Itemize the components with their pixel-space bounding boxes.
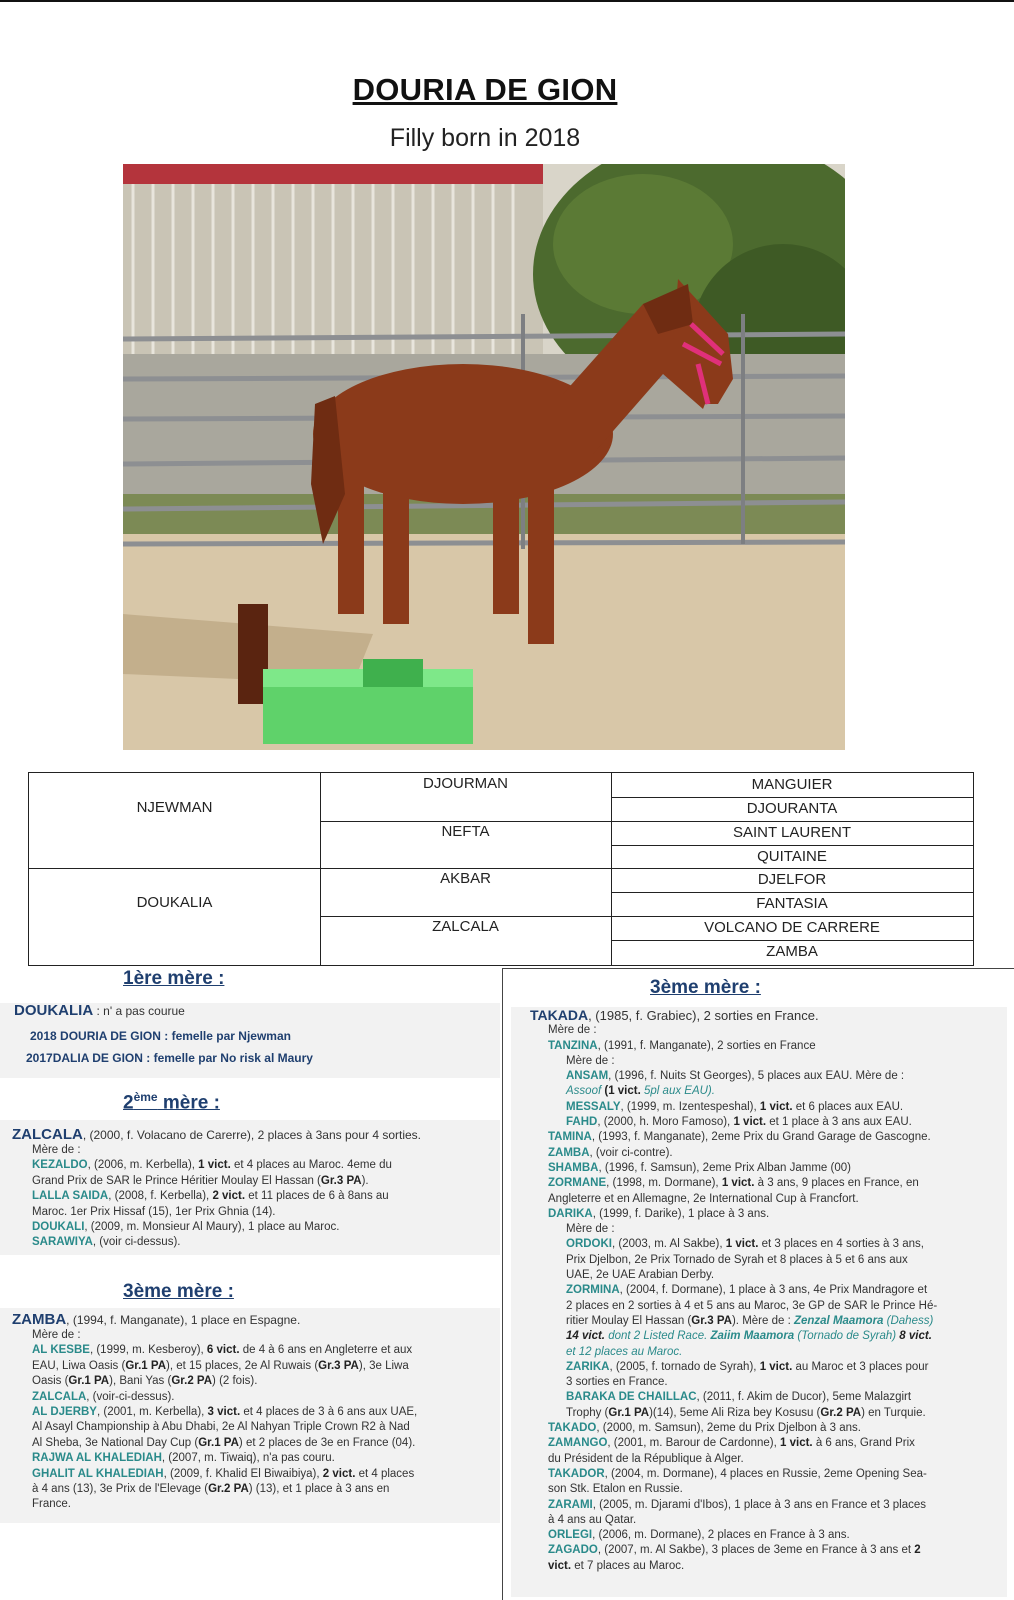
progeny-line: TANZINA, (1991, f. Manganate), 2 sorties en France xyxy=(548,1039,816,1052)
progeny-line: ZAMANGO, (2001, m. Barour de Cardonne), 1 vict. à 6 ans, Grand Prix xyxy=(548,1437,915,1450)
progeny-line: BARAKA DE CHAILLAC, (2011, f. Akim de Ducor), 5eme Malazgirt xyxy=(566,1391,912,1404)
pedigree-gen3: SAINT LAURENT xyxy=(732,824,852,841)
pedigree-gen3: FANTASIA xyxy=(756,895,828,912)
pedigree-gen2: DJOURMAN xyxy=(423,775,508,792)
progeny-line: Angleterre et en Allemagne, 2e International Cup à Francfort. xyxy=(548,1192,859,1205)
pedigree-gen3: QUITAINE xyxy=(757,848,827,865)
offspring-line: 2018 DOURIA DE GION : femelle par Njewman xyxy=(30,1029,291,1043)
pedigree-gen3: VOLCANO DE CARRERE xyxy=(704,919,880,936)
progeny-line: 3 sorties en France. xyxy=(566,1376,668,1389)
pedigree-gen3: MANGUIER xyxy=(751,776,833,793)
progeny-line: 14 vict. dont 2 Listed Race. Zaiim Maamora (Tornado de Syrah) 8 vict. xyxy=(566,1330,932,1343)
pedigree-dam: DOUKALIA xyxy=(136,894,213,911)
progeny-line: Mère de : xyxy=(566,1223,615,1236)
progeny-line: ZORMANE, (1998, m. Dormane), 1 vict. à 3 ans, 9 places en France, en xyxy=(548,1177,919,1190)
pedigree-gen2: NEFTA xyxy=(441,823,490,840)
progeny-line: MESSALY, (1999, m. Izentespeshal), 1 vict. et 6 places aux EAU. xyxy=(566,1100,904,1113)
progeny-line: ZARAMI, (2005, m. Djarami d'Ibos), 1 place à 3 ans en France et 3 places xyxy=(548,1498,927,1511)
pedigree-gen3: DJOURANTA xyxy=(746,800,838,817)
progeny-line: 2 places en 2 sorties à 4 et 5 ans au Maroc, 3e GP de SAR le Prince Hé- xyxy=(566,1299,938,1312)
page-subtitle: Filly born in 2018 xyxy=(389,124,581,152)
progeny-line: son Stk. Etalon en Russie. xyxy=(548,1483,683,1496)
progeny-line: ritier Moulay El Hassan (Gr.3 PA). Mère de : Zenzal Maamora (Dahess) xyxy=(566,1314,934,1327)
pedigree-sire: NJEWMAN xyxy=(136,799,213,816)
progeny-line: ANSAM, (1996, f. Nuits St Georges), 5 places aux EAU. Mère de : xyxy=(566,1070,905,1083)
third-dam-right-heading: 3ème mère : xyxy=(650,977,761,998)
progeny-line: TAKADOR, (2004, m. Dormane), 4 places en Russie, 2eme Opening Sea- xyxy=(548,1467,927,1480)
progeny-line: TAMINA, (1993, f. Manganate), 2eme Prix du Grand Garage de Gascogne. xyxy=(548,1131,931,1144)
top-rule xyxy=(0,0,1014,2)
pedigree-gen2: AKBAR xyxy=(440,870,491,887)
second-dam-heading: 2ème mère : xyxy=(123,1090,220,1114)
pedigree-gen3: DJELFOR xyxy=(757,871,827,888)
progeny-line: ZORMINA, (2004, f. Dormane), 1 place à 3 ans, 4e Prix Mandragore et xyxy=(566,1284,928,1297)
progeny-line: ZAGADO, (2007, m. Al Sakbe), 3 places de 3eme en France à 3 ans et 2 xyxy=(548,1544,921,1557)
pedigree-gen2: ZALCALA xyxy=(432,918,499,935)
pedigree-table xyxy=(28,772,974,966)
offspring-line: 2017DALIA DE GION : femelle par No risk al Maury xyxy=(26,1051,313,1065)
progeny-line: à 4 ans au Qatar. xyxy=(548,1513,637,1526)
third-dam-left-heading: 3ème mère : xyxy=(123,1281,234,1302)
third-dam-left-name: ZAMBA, (1994, f. Manganate), 1 place en Espagne. xyxy=(12,1311,301,1328)
page-title: DOURIA DE GION xyxy=(352,72,618,107)
progeny-line: DARIKA, (1999, f. Darike), 1 place à 3 ans. xyxy=(548,1207,770,1220)
progeny-line: ORLEGI, (2006, m. Dormane), 2 places en France à 3 ans. xyxy=(548,1529,850,1542)
progeny-line: FAHD, (2000, h. Moro Famoso), 1 vict. et 1 place à 3 ans aux EAU. xyxy=(566,1116,912,1129)
progeny-line: du Président de la République à Alger. xyxy=(548,1452,744,1465)
progeny-line: UAE, 2e UAE Arabian Derby. xyxy=(566,1269,715,1282)
progeny-line: ORDOKI, (2003, m. Al Sakbe), 1 vict. et 3 places en 4 sorties à 3 ans, xyxy=(566,1238,924,1251)
progeny-line: et 12 places au Maroc. xyxy=(566,1345,683,1358)
progeny-line: SHAMBA, (1996, f. Samsun), 2eme Prix Alban Jamme (00) xyxy=(548,1161,851,1174)
progeny-line: TAKADA, (1985, f. Grabiec), 2 sorties en France. xyxy=(530,1007,819,1023)
second-dam-name: ZALCALA, (2000, f. Volacano de Carerre), 2 places à 3ans pour 4 sorties. xyxy=(12,1126,422,1143)
third-dam-right-progeny xyxy=(530,1008,1000,1574)
progeny-line: TAKADO, (2000, m. Samsun), 2eme du Prix Djelbon à 3 ans. xyxy=(548,1422,861,1435)
progeny-line: Trophy (Gr.1 PA)(14), 5eme Ali Riza bey Kosusu (Gr.2 PA) en Turquie. xyxy=(566,1406,926,1419)
pedigree-gen3: ZAMBA xyxy=(766,943,818,960)
second-dam-progeny: Mère de : KEZALDO, (2006, m. Kerbella), 1 vict. et 4 places au Maroc. 4eme du Grand Prix de SAR le Prince Héritier Moulay El Hassan (Gr.3 PA). LALLA SAIDA, (2008, f. Kerbella), 2 vict. et 11 places de 6 à 8ans au Maroc. 1er Prix Hissaf (15), 1er Prix Ghnia (14). DOUKALI, (2009, m. Monsieur Al Maury), 1 place au Maroc. SARAWIYA, (voir ci-dessus). xyxy=(32,1144,392,1249)
progeny-line: vict. et 7 places au Maroc. xyxy=(548,1559,685,1572)
progeny-line: ZAMBA, (voir ci-contre). xyxy=(548,1146,673,1159)
progeny-line: Assoof (1 vict. 5pl aux EAU). xyxy=(566,1085,715,1098)
first-dam-heading: 1ère mère : xyxy=(123,968,225,989)
first-dam-name: DOUKALIA : n' a pas courue xyxy=(14,1002,185,1019)
progeny-line: Prix Djelbon, 2e Prix Tornado de Syrah et 8 places à 5 et 6 ans aux xyxy=(566,1253,908,1266)
third-dam-left-progeny: Mère de : AL KESBE, (1999, m. Kesberoy), 6 vict. de 4 à 6 ans en Angleterre et aux EAU, Liwa Oasis (Gr.1 PA), et 15 places, 2e Al Ruwais (Gr.3 PA), 3e Liwa Oasis (Gr.1 PA), Bani Yas (Gr.2 PA) (2 fois). ZALCALA, (voir-ci-dessus). AL DJERBY, (2001, m. Kerbella), 3 vict. et 4 places de 3 à 6 ans aux UAE, Al Asayl Championship à Abu Dhabi, 2e Al Nahyan Triple Crown R2 à Nad Al Sheba, 3e National Day Cup (Gr.1 PA) et 2 places de 3e en France (04). RAJWA AL KHALEDIAH, (2007, m. Tiwaiq), n'a pas couru. GHALIT AL KHALEDIAH, (2009, f. Khalid El Biwaibiya), 2 vict. et 4 places à 4 ans (13), 3e Prix de l'Elevage (Gr.2 PA) (13), et 1 place à 3 ans en France. xyxy=(32,1329,418,1511)
progeny-line: Mère de : xyxy=(566,1054,615,1067)
progeny-line: ZARIKA, (2005, f. tornado de Syrah), 1 vict. au Maroc et 3 places pour xyxy=(566,1360,929,1373)
progeny-line: Mère de : xyxy=(548,1024,597,1037)
horse-photo xyxy=(123,164,845,750)
